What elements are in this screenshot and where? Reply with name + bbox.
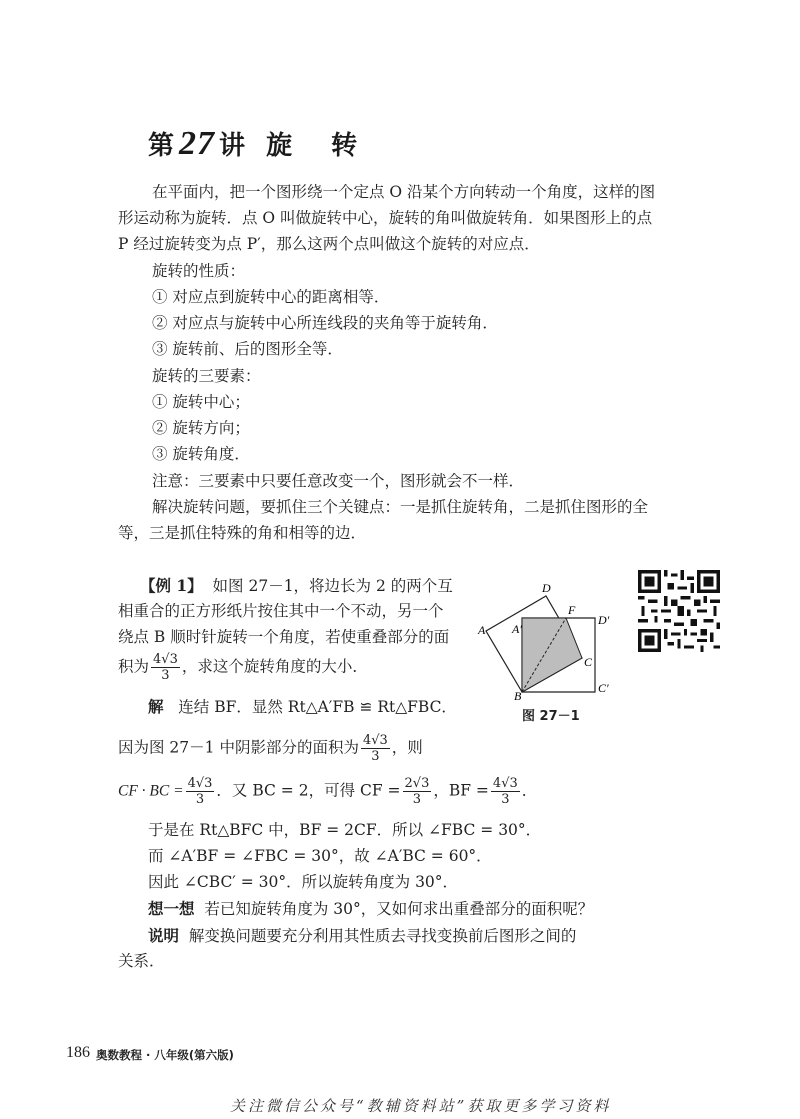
solution-text-3a: CF · BC = (118, 782, 184, 800)
shaded-area-fraction (361, 733, 390, 764)
cf-fraction (403, 776, 432, 807)
element-3: ③ 旋转角度． (152, 445, 250, 463)
elements-title: 旋转的三要素： (152, 367, 261, 385)
note-line-2: 关系． (118, 952, 165, 970)
label-f: F (568, 603, 576, 617)
fraction-denominator: 3 (371, 749, 380, 764)
fraction-denominator: 3 (501, 792, 510, 807)
solution-line-1 (148, 694, 457, 720)
solution-text-3c: ，BF = (433, 781, 489, 800)
label-a-prime: A′ (512, 622, 522, 636)
solution-line-2 (118, 733, 423, 764)
note-tag: 说明 (148, 926, 180, 945)
note-line: 注意：三要素中只要任意改变一个，图形就会不一样． (152, 472, 525, 490)
solution-text-1: 连结 BF．显然 Rt△A′FB ≌ Rt△FBC． (178, 698, 457, 716)
properties-title: 旋转的性质： (152, 262, 246, 280)
example-line-3: 绕点 B 顺时针旋转一个角度，若使重叠部分的面 (118, 628, 450, 646)
fraction-denominator: 3 (195, 792, 205, 807)
label-c-prime: C′ (598, 681, 609, 695)
example-text-4b: ，求这个旋转角度的大小． (181, 657, 368, 676)
think-tag: 想一想 (148, 899, 195, 918)
title-number: 27 (179, 125, 216, 162)
solution-text-2b: ，则 (391, 738, 423, 757)
solution-line-6: 因此 ∠CBC′ = 30°．所以旋转角度为 30°． (148, 873, 459, 891)
fraction-numerator: 2√3 (404, 776, 430, 791)
solution-text-2a: 因为图 27－1 中阴影部分的面积为 (118, 738, 359, 757)
lesson-title (148, 125, 358, 163)
solution-line-4: 于是在 Rt△BFC 中，BF = 2CF．所以 ∠FBC = 30°． (148, 821, 542, 839)
intro-line-1: 在平面内，把一个图形绕一个定点 O 沿某个方向转动一个角度，这样的图 (152, 183, 656, 201)
solution-text-3b: ．又 BC = 2，可得 CF = (216, 781, 401, 800)
element-1: ① 旋转中心； (152, 393, 250, 411)
label-a: A (478, 623, 486, 637)
key-points-line-1: 解决旋转问题，要抓住三个关键点：一是抓住旋转角，二是抓住图形的全 (152, 498, 649, 516)
book-title: 奥数教程 · 八年级(第六版) (96, 1048, 234, 1062)
example-text-4a: 积为 (118, 657, 150, 676)
intro-line-2: 形运动称为旋转．点 O 叫做旋转中心，旋转的角叫做旋转角．如果图形上的点 (118, 209, 653, 227)
title-prefix: 第 (148, 131, 176, 161)
fraction-numerator: 4√3 (187, 776, 213, 791)
overlap-shaded-region (522, 618, 582, 692)
think-text: 若已知旋转角度为 30°，又如何求出重叠部分的面积呢？ (204, 900, 594, 918)
solution-line-5: 而 ∠A′BF = ∠FBC = 30°，故 ∠A′BC = 60°． (148, 847, 492, 865)
fraction-numerator: 4√3 (153, 652, 178, 667)
watermark-text: 关注微信公众号“教辅资料站”获取更多学习资料 (230, 1097, 612, 1115)
page-number: 186 (66, 1044, 90, 1061)
cf-bc-fraction (186, 776, 215, 807)
figure-caption: 图 27－1 (522, 709, 580, 724)
intro-line-3: P 经过旋转变为点 P′，那么这两个点叫做这个旋转的对应点． (118, 235, 540, 253)
solution-line-3 (118, 776, 537, 807)
example-line-4 (118, 652, 368, 683)
property-1: ① 对应点到旋转中心的距离相等． (152, 288, 390, 306)
title-suffix: 讲 (219, 131, 247, 161)
fraction-numerator: 4√3 (492, 776, 518, 791)
label-b: B (514, 689, 522, 703)
label-c: C (584, 655, 593, 669)
title-word-2: 转 (331, 131, 359, 161)
property-2: ② 对应点与旋转中心所连线段的夹角等于旋转角． (152, 314, 498, 332)
fraction-numerator: 4√3 (362, 733, 388, 748)
element-2: ② 旋转方向； (152, 419, 250, 437)
note-text-1: 解变换问题要充分利用其性质去寻找变换前后图形之间的 (188, 927, 577, 945)
key-points-line-2: 等，三是抓住特殊的角和相等的边． (118, 524, 367, 542)
solution-text-3d: ． (521, 781, 538, 800)
rotation-figure (478, 576, 634, 703)
fraction-denominator: 3 (161, 668, 170, 683)
solution-tag: 解 (148, 697, 164, 716)
title-word-1: 旋 (266, 131, 294, 161)
example-text-1: 如图 27－1，将边长为 2 的两个互 (212, 577, 453, 595)
bf-fraction (491, 776, 520, 807)
area-fraction (151, 652, 180, 683)
example-line-1 (140, 573, 453, 599)
note-line-1 (148, 923, 576, 949)
label-d: D (542, 581, 551, 595)
think-line (148, 896, 593, 922)
property-3: ③ 旋转前、后的图形全等． (152, 340, 343, 358)
fraction-denominator: 3 (412, 792, 422, 807)
example-tag: 【例 1】 (140, 576, 203, 595)
qr-code[interactable] (638, 570, 720, 652)
example-line-2: 相重合的正方形纸片按住其中一个不动，另一个 (118, 602, 444, 620)
label-d-prime: D′ (598, 613, 610, 627)
